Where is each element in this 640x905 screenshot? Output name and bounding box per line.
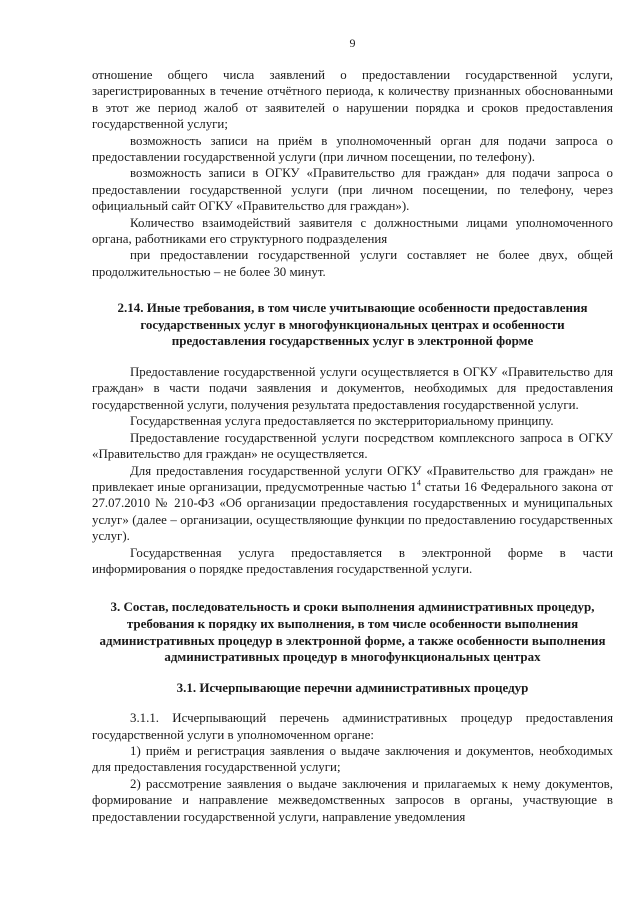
paragraph-2-14-organizations <box>92 463 613 545</box>
paragraph-interactions-count: Количество взаимодействий заявителя с должностными лицами уполномоченного органа, работниками его структурного подразделения <box>92 215 613 247</box>
paragraph-appointment-authority: возможность записи на приём в уполномоченный орган для подачи запроса о предоставлении государственной услуги (при личном посещении, по телефону). <box>92 133 613 165</box>
paragraph-interactions-duration: при предоставлении государственной услуги составляет не более двух, общей продолжительностью – не более 30 минут. <box>92 248 613 279</box>
section-3-1-title: 3.1. Исчерпывающие перечни административных процедур <box>176 679 529 695</box>
paragraph-2-14-organizations-part1: Для предоставления государственной услуги ОГКУ «Правительство для граждан» не привлекает иные организации, предусмотренные частью 1 <box>92 463 613 494</box>
paragraph-2-14-extraterritorial: Государственная услуга предоставляется по экстерриториальному принципу. <box>130 414 554 429</box>
paragraph-3-1-1: 3.1.1. Исчерпывающий перечень административных процедур предоставления государственной услуги в уполномоченном органе: <box>92 711 613 742</box>
paragraph-2-14-ogku: Предоставление государственной услуги осуществляется в ОГКУ «Правительство для граждан» в части подачи заявления и документов, необходимых для предоставления государственной услуги, получения результата предоставления государственной услуги. <box>92 365 613 412</box>
list-item-2: 2) рассмотрение заявления о выдаче заключения и прилагаемых к нему документов, формирование и направление межведомственных запросов в органы, участвующие в предоставлении государственной услуги, направление уведомления <box>92 776 613 824</box>
paragraph-2-14-organizations-part2: статьи 16 Федерального закона от 27.07.2010 № 210-ФЗ «Об организации предоставления государственных и муниципальных услуг» (далее – организации, осуществляющие функции по предоставлению государственных услуг). <box>92 479 613 544</box>
list-item-1: 1) приём и регистрация заявления о выдаче заключения и документов, необходимых для предоставления государственной услуги; <box>92 743 613 775</box>
paragraph-appointment-ogku: возможность записи в ОГКУ «Правительство для граждан» для подачи запроса о предоставлении государственной услуги (при личном посещении, по телефону, через официальный сайт ОГКУ «Правительство для граждан»). <box>92 166 613 214</box>
section-3-title: 3. Состав, последовательность и сроки выполнения административных процедур, требования к порядку их выполнения, в том числе особенности выполнения административных процедур в электронной форме, а также особенности выполнения административных процедур в многофункциональных центрах <box>99 599 606 665</box>
paragraph-complaints-ratio: отношение общего числа заявлений о предоставлении государственной услуги, зарегистрированных в течение отчётного периода, к количеству признанных обоснованными в этот же период жалоб от заявителей о нарушении порядка и сроков предоставления государственной услуги; <box>92 68 613 132</box>
footnote-superscript: 4 <box>416 478 421 488</box>
paragraph-2-14-complex-request: Предоставление государственной услуги посредством комплексного запроса в ОГКУ «Правительство для граждан» не осуществляется. <box>92 430 613 462</box>
page-number: 9 <box>349 36 356 50</box>
paragraph-2-14-electronic: Государственная услуга предоставляется в электронной форме в части информирования о порядке предоставления государственной услуги. <box>92 545 613 576</box>
section-2-14-title: 2.14. Иные требования, в том числе учитывающие особенности предоставления государственных услуг в многофункциональных центрах и особенности предоставления государственных услуг в электронной форме <box>117 300 588 349</box>
